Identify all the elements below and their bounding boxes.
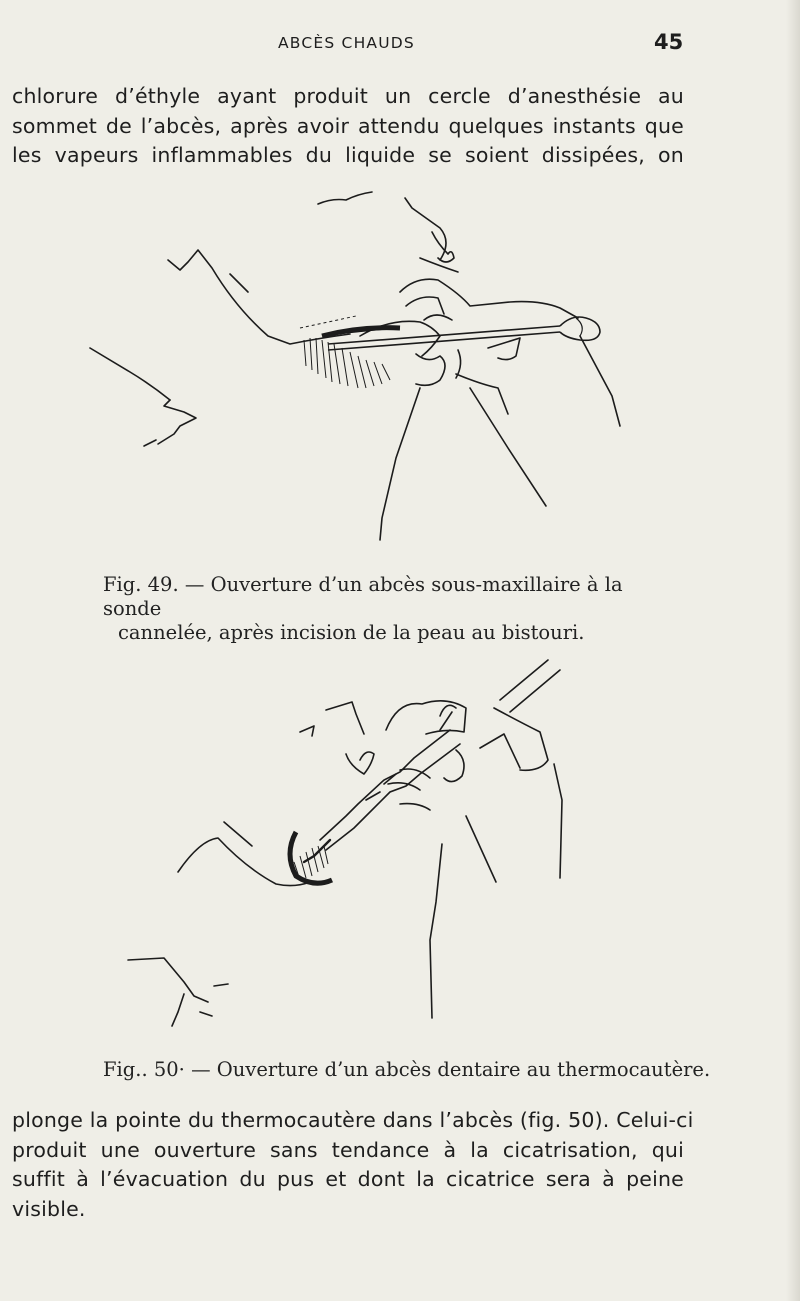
hand-back	[494, 708, 548, 770]
neck-line-1	[230, 274, 248, 292]
hand-knuckle-2	[424, 315, 452, 320]
wrist-right	[470, 388, 546, 506]
grooved-probe	[328, 317, 600, 350]
text-line: visible.	[12, 1196, 86, 1221]
nose-mouth	[346, 752, 374, 774]
figure-49-caption	[103, 573, 663, 645]
face-contour	[300, 702, 364, 736]
finger-right	[480, 734, 520, 768]
figure-49-caption-line2: cannelée, après incision de la peau au bistouri.	[118, 621, 585, 644]
incision-shading	[300, 316, 400, 388]
text-line: suffit à l’évacuation du pus et dont la cicatrice sera à peine	[12, 1167, 684, 1191]
hand-knuckle-1	[406, 297, 444, 314]
text-line: les vapeurs inflammables du liquide se soient dissipées, on	[12, 143, 684, 167]
finger-lower	[416, 354, 445, 385]
neck-lines	[128, 958, 228, 1026]
text-line: produit une ouverture sans tendance à la cicatrisation, qui	[12, 1137, 684, 1162]
wrist-right	[466, 816, 496, 882]
paragraph-bottom	[12, 1106, 694, 1224]
running-head	[0, 30, 800, 58]
neck-line-2	[90, 348, 170, 400]
shoulder-line	[158, 400, 196, 444]
figure-49-caption-line1: Ouverture d’un abcès sous-maxillaire à la sonde	[103, 573, 623, 620]
figure-50-illustration	[100, 640, 600, 1040]
wrist-left	[430, 844, 442, 1018]
text-line: plonge la pointe du thermocautère dans l’abcès (fig. 50). Celui-ci	[12, 1108, 694, 1132]
finger-right	[488, 338, 520, 360]
face-contour	[318, 192, 372, 204]
clavicle-line	[144, 440, 156, 446]
figure-50-label: Fig.. 50·	[103, 1058, 185, 1081]
forearm-right	[580, 336, 620, 426]
nose-mouth	[432, 232, 454, 262]
page-number: 45	[654, 30, 684, 54]
finger-tip	[440, 705, 456, 730]
forearm-right	[554, 764, 562, 878]
figure-50-caption-text: Ouverture d’un abcès dentaire au thermocautère.	[216, 1058, 711, 1081]
hand-upper	[400, 279, 578, 318]
figure-49-illustration	[60, 188, 640, 568]
running-title: ABCÈS CHAUDS	[278, 34, 415, 52]
figure-50-caption	[103, 1058, 711, 1082]
thermocautery	[304, 660, 560, 862]
caption-dash: —	[191, 1058, 211, 1081]
paragraph-top	[12, 82, 684, 171]
text-line: sommet de l’abcès, après avoir attendu quelques instants que	[12, 113, 684, 138]
jaw-line	[168, 250, 350, 344]
caption-dash: —	[184, 573, 205, 596]
figure-49-label: Fig. 49.	[103, 573, 179, 596]
ear-line	[405, 198, 446, 260]
page-edge-shadow	[786, 0, 800, 1301]
chin	[224, 822, 252, 846]
wrist-left	[380, 388, 420, 540]
text-line: chlorure d’éthyle ayant produit un cercle d’anesthésie au	[12, 84, 684, 108]
